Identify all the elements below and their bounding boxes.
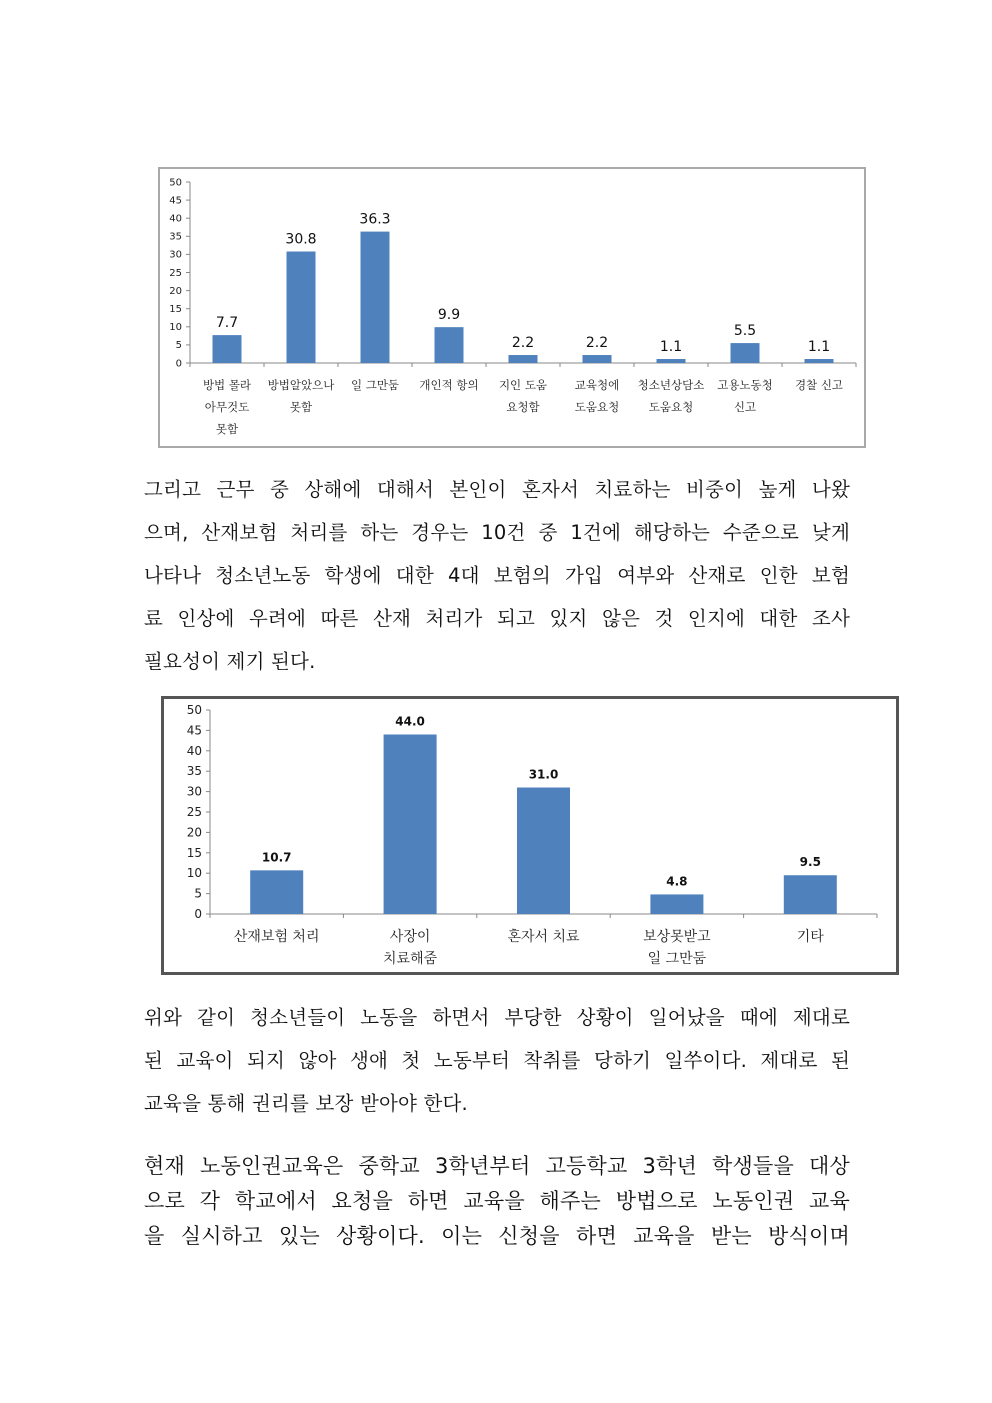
- bar: [583, 355, 612, 363]
- text-line: 된 교육이 되지 않아 생애 첫 노동부터 착취를 당하기 일쑤이다. 제대로 된: [144, 1049, 850, 1072]
- data-label: 7.7: [215, 315, 239, 332]
- data-label: 1.1: [659, 339, 683, 356]
- bar-chart-2: [164, 699, 896, 972]
- category-label: 신고: [733, 400, 757, 414]
- category-label: 산재보험 처리: [233, 929, 320, 945]
- y-tick-label: 35: [169, 231, 182, 243]
- text-line: 그리고 근무 중 상해에 대해서 본인이 혼자서 치료하는 비중이 높게 나왔: [144, 478, 850, 501]
- bar: [287, 252, 316, 363]
- y-tick-label: 15: [186, 845, 202, 860]
- category-label: 고용노동청: [717, 378, 773, 392]
- y-tick-label: 10: [186, 866, 202, 881]
- bar: [213, 335, 242, 363]
- text-line: 으며, 산재보험 처리를 하는 경우는 10건 중 1건에 해당하는 수준으로 낮게: [144, 521, 850, 544]
- y-tick-label: 50: [169, 177, 182, 189]
- bar: [517, 788, 570, 914]
- category-label: 혼자서 치료: [507, 929, 580, 945]
- data-label: 2.2: [585, 335, 609, 352]
- category-label: 아무것도: [204, 400, 250, 414]
- text-line: 필요성이 제기 된다.: [144, 650, 316, 673]
- category-label: 도움요청: [574, 400, 620, 414]
- category-label: 못함: [289, 400, 313, 414]
- bar: [805, 359, 834, 363]
- category-label: 요청함: [506, 400, 540, 414]
- category-label: 기타: [796, 929, 824, 945]
- text-line: 현재 노동인권교육은 중학교 3학년부터 고등학교 3학년 학생들을 대상: [144, 1154, 850, 1178]
- y-tick-label: 25: [169, 267, 182, 279]
- bar: [657, 359, 686, 363]
- data-label: 36.3: [359, 211, 391, 228]
- category-label: 보상못받고: [643, 929, 711, 945]
- category-label: 일 그만둠: [647, 951, 707, 967]
- data-label: 30.8: [285, 231, 317, 248]
- text-line: 을 실시하고 있는 상황이다. 이는 신청을 하면 교육을 받는 방식이며: [144, 1224, 850, 1248]
- y-tick-label: 35: [186, 764, 202, 779]
- data-label: 1.1: [807, 339, 831, 356]
- text-line: 위와 같이 청소년들이 노동을 하면서 부당한 상황이 일어났을 때에 제대로: [144, 1006, 850, 1029]
- y-tick-label: 5: [194, 886, 202, 901]
- y-tick-label: 30: [169, 249, 182, 261]
- y-tick-label: 40: [169, 213, 182, 225]
- paragraph-current-education: [144, 1149, 850, 1254]
- data-label: 10.7: [261, 850, 292, 865]
- y-tick-label: 5: [175, 340, 182, 352]
- category-label: 개인적 항의: [419, 378, 479, 392]
- text-line: 나타나 청소년노동 학생에 대한 4대 보험의 가입 여부와 산재로 인한 보험: [144, 564, 850, 587]
- category-label: 못함: [215, 422, 239, 436]
- y-tick-label: 25: [186, 805, 202, 819]
- chart-injury-treatment: [161, 696, 899, 975]
- y-tick-label: 30: [186, 784, 202, 799]
- data-label: 5.5: [733, 323, 757, 340]
- bar: [784, 875, 837, 914]
- category-label: 사장이: [389, 929, 431, 945]
- y-tick-label: 45: [186, 723, 202, 738]
- paragraph-injury-treatment: [144, 468, 850, 683]
- category-label: 도움요청: [648, 400, 694, 414]
- category-label: 치료해줌: [383, 951, 438, 967]
- y-tick-label: 20: [186, 825, 202, 840]
- data-label: 4.8: [666, 874, 688, 889]
- y-tick-label: 20: [169, 285, 182, 297]
- category-label: 경찰 신고: [794, 378, 844, 392]
- category-label: 지인 도움: [498, 378, 548, 392]
- category-label: 방법알았으나: [267, 378, 335, 392]
- text-line: 으로 각 학교에서 요청을 하면 교육을 해주는 방법으로 노동인권 교육: [144, 1189, 850, 1213]
- category-label: 방법 몰라: [202, 378, 252, 392]
- bar: [250, 870, 303, 914]
- y-tick-label: 10: [169, 322, 182, 334]
- y-tick-label: 50: [186, 703, 202, 717]
- bar: [509, 355, 538, 363]
- chart-response-methods: [158, 167, 866, 448]
- paragraph-education-need: [144, 996, 850, 1125]
- y-tick-label: 0: [175, 358, 182, 370]
- y-tick-label: 0: [194, 907, 202, 921]
- data-label: 44.0: [395, 714, 425, 729]
- y-tick-label: 15: [169, 304, 182, 316]
- y-tick-label: 45: [169, 195, 182, 207]
- data-label: 31.0: [528, 767, 559, 782]
- bar: [731, 343, 760, 363]
- text-line: 료 인상에 우려에 따른 산재 처리가 되고 있지 않은 것 인지에 대한 조사: [144, 607, 850, 630]
- bar: [384, 734, 437, 914]
- category-label: 청소년상담소: [637, 378, 705, 392]
- bar: [435, 327, 464, 363]
- bar: [650, 894, 703, 914]
- data-label: 2.2: [511, 335, 535, 352]
- text-line: 교육을 통해 권리를 보장 받아야 한다.: [144, 1092, 468, 1115]
- category-label: 일 그만둠: [350, 378, 400, 392]
- bar: [361, 232, 390, 363]
- bar-chart-1: [160, 169, 864, 446]
- data-label: 9.5: [799, 855, 821, 870]
- y-tick-label: 40: [186, 743, 202, 758]
- category-label: 교육청에: [574, 378, 620, 392]
- data-label: 9.9: [437, 307, 461, 324]
